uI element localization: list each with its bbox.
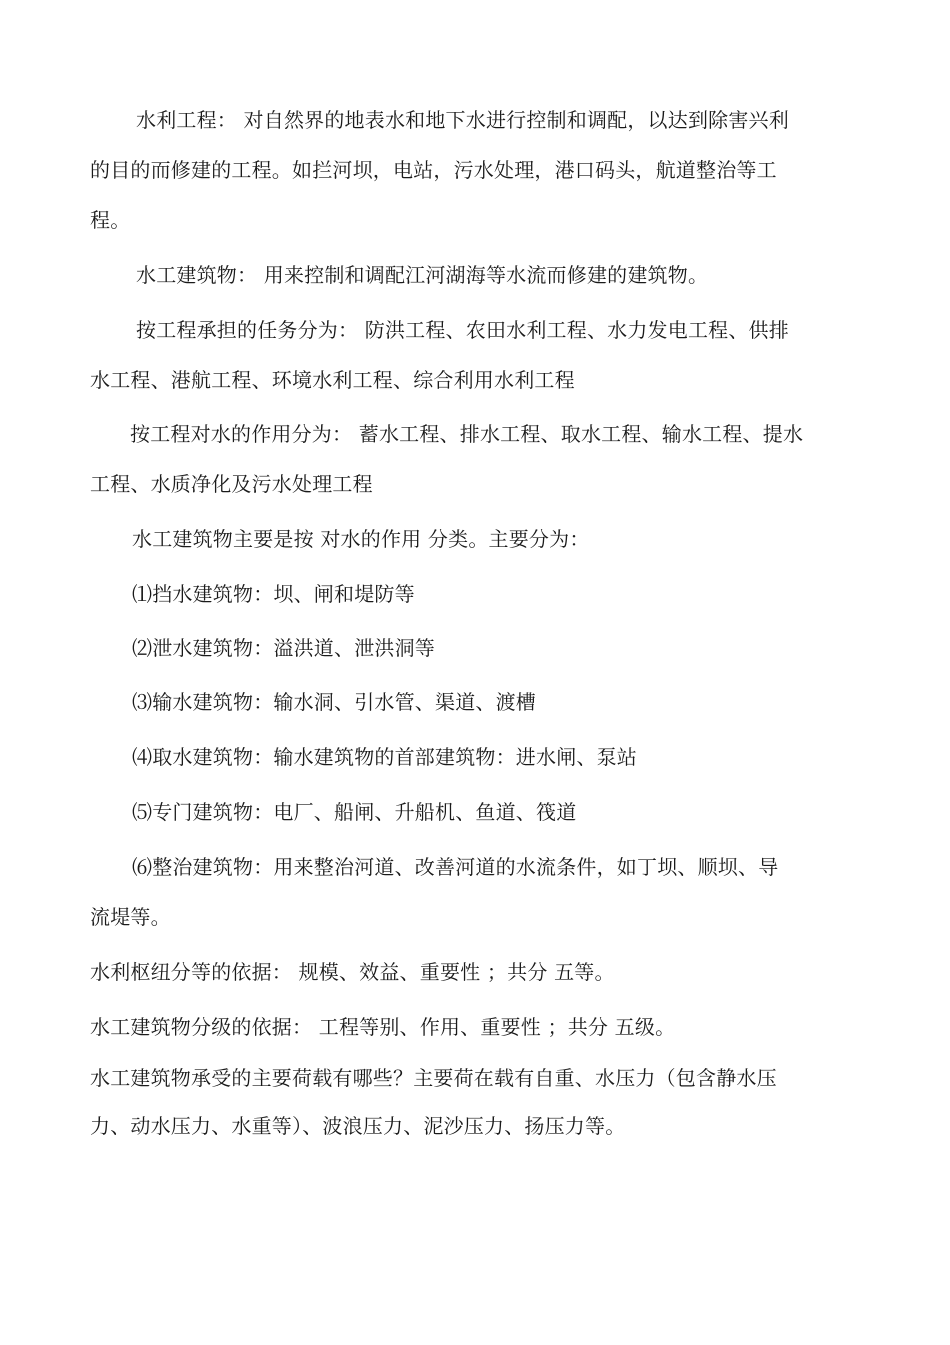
paragraph-hydraulic-engineering-line-3: 程。 bbox=[90, 208, 131, 232]
paragraph-structure-classification: 水工建筑物主要是按 对水的作用 分类。主要分为： bbox=[132, 527, 590, 551]
paragraph-hydraulic-engineering-line-2: 的目的而修建的工程。如拦河坝，电站，污水处理，港口码头，航道整治等工 bbox=[90, 158, 777, 182]
paragraph-effect-classification-line-1: 按工程对水的作用分为： 蓄水工程、排水工程、取水工程、输水工程、提水 bbox=[130, 422, 804, 446]
list-item-regulating-structure-line-2: 流堤等。 bbox=[90, 905, 171, 929]
paragraph-main-loads-line-2: 力、动水压力、水重等）、波浪压力、泥沙压力、扬压力等。 bbox=[90, 1114, 626, 1138]
list-item-regulating-structure-line-1: ⑹整治建筑物：用来整治河道、改善河道的水流条件，如丁坝、顺坝、导 bbox=[132, 855, 779, 879]
list-item-conveyance-structure: ⑶输水建筑物：输水洞、引水管、渠道、渡槽 bbox=[132, 690, 536, 714]
paragraph-effect-classification-line-2: 工程、水质净化及污水处理工程 bbox=[90, 472, 373, 496]
paragraph-hydraulic-structure: 水工建筑物： 用来控制和调配江河湖海等水流而修建的建筑物。 bbox=[136, 263, 709, 287]
paragraph-hub-grading-basis: 水利枢纽分等的依据： 规模、效益、重要性 ；共分 五等。 bbox=[90, 960, 615, 984]
list-item-discharge-structure: ⑵泄水建筑物：溢洪道、泄洪洞等 bbox=[132, 636, 435, 660]
list-item-special-structure: ⑸专门建筑物：电厂、船闸、升船机、鱼道、筏道 bbox=[132, 800, 577, 824]
paragraph-main-loads-line-1: 水工建筑物承受的主要荷载有哪些？主要荷在载有自重、水压力（包含静水压 bbox=[90, 1066, 777, 1090]
list-item-intake-structure: ⑷取水建筑物：输水建筑物的首部建筑物：进水闸、泵站 bbox=[132, 745, 637, 769]
paragraph-structure-level-basis: 水工建筑物分级的依据： 工程等别、作用、重要性 ；共分 五级。 bbox=[90, 1015, 676, 1039]
list-item-retaining-structure: ⑴挡水建筑物：坝、闸和堤防等 bbox=[132, 582, 415, 606]
paragraph-task-classification-line-1: 按工程承担的任务分为： 防洪工程、农田水利工程、水力发电工程、供排 bbox=[136, 318, 789, 342]
paragraph-hydraulic-engineering-line-1: 水利工程： 对自然界的地表水和地下水进行控制和调配，以达到除害兴利 bbox=[136, 108, 789, 132]
paragraph-task-classification-line-2: 水工程、港航工程、环境水利工程、综合利用水利工程 bbox=[90, 368, 575, 392]
